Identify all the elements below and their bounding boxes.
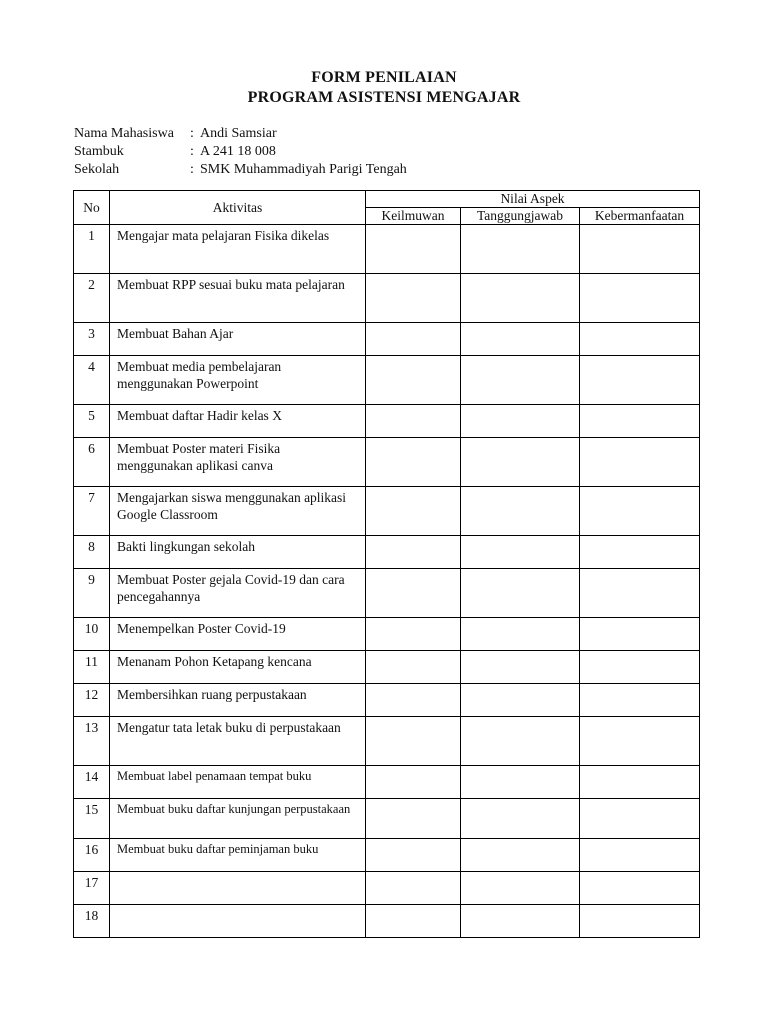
row-number: 8: [74, 536, 110, 569]
table-row: [74, 323, 700, 356]
score-cell-keilmuwan[interactable]: [366, 799, 461, 839]
info-colon: :: [190, 162, 194, 177]
info-value: Andi Samsiar: [200, 126, 277, 141]
score-cell-tanggungjawab[interactable]: [461, 225, 580, 274]
table-row: [74, 766, 700, 799]
row-activity: Membuat label penamaan tempat buku: [110, 766, 366, 799]
row-activity: Membuat buku daftar kunjungan perpustakaan: [110, 799, 366, 839]
score-cell-keilmuwan[interactable]: [366, 323, 461, 356]
row-number: 7: [74, 487, 110, 536]
info-label: Nama Mahasiswa: [74, 126, 174, 141]
score-cell-keilmuwan[interactable]: [366, 405, 461, 438]
score-cell-tanggungjawab[interactable]: [461, 651, 580, 684]
title-line-1: FORM PENILAIAN: [311, 69, 457, 86]
score-cell-keilmuwan[interactable]: [366, 766, 461, 799]
info-colon: :: [190, 126, 194, 141]
table-row: [74, 274, 700, 323]
row-activity: [110, 905, 366, 938]
table-row: [74, 684, 700, 717]
score-cell-tanggungjawab[interactable]: [461, 536, 580, 569]
row-number: 18: [74, 905, 110, 938]
info-value: A 241 18 008: [200, 144, 276, 159]
table-row: [74, 569, 700, 618]
score-cell-kebermanfaatan[interactable]: [580, 766, 700, 799]
score-cell-tanggungjawab[interactable]: [461, 356, 580, 405]
info-row-name: [74, 125, 407, 143]
table-row: [74, 487, 700, 536]
table-row: [74, 651, 700, 684]
score-cell-keilmuwan[interactable]: [366, 356, 461, 405]
row-activity: Membuat RPP sesuai buku mata pelajaran: [110, 274, 366, 323]
row-number: 13: [74, 717, 110, 766]
score-cell-keilmuwan[interactable]: [366, 872, 461, 905]
score-cell-keilmuwan[interactable]: [366, 839, 461, 872]
header-keilmuwan: Keilmuwan: [366, 208, 461, 225]
row-activity: Membuat daftar Hadir kelas X: [110, 405, 366, 438]
score-cell-kebermanfaatan[interactable]: [580, 618, 700, 651]
header-no: No: [74, 191, 110, 225]
row-activity: Mengatur tata letak buku di perpustakaan: [110, 717, 366, 766]
score-cell-kebermanfaatan[interactable]: [580, 839, 700, 872]
table-row: [74, 356, 700, 405]
score-cell-kebermanfaatan[interactable]: [580, 905, 700, 938]
score-cell-keilmuwan[interactable]: [366, 274, 461, 323]
row-activity: [110, 872, 366, 905]
score-cell-keilmuwan[interactable]: [366, 225, 461, 274]
info-row-stambuk: [74, 143, 407, 161]
row-activity: Membuat Poster materi Fisika menggunakan aplikasi canva: [110, 438, 366, 487]
table-row: [74, 438, 700, 487]
score-cell-tanggungjawab[interactable]: [461, 487, 580, 536]
row-activity: Membuat media pembelajaran menggunakan Powerpoint: [110, 356, 366, 405]
table-row: [74, 618, 700, 651]
row-number: 1: [74, 225, 110, 274]
score-cell-tanggungjawab[interactable]: [461, 872, 580, 905]
table-row: [74, 872, 700, 905]
table-row: [74, 717, 700, 766]
score-cell-keilmuwan[interactable]: [366, 569, 461, 618]
score-cell-kebermanfaatan[interactable]: [580, 569, 700, 618]
score-cell-keilmuwan[interactable]: [366, 684, 461, 717]
title-line-2: PROGRAM ASISTENSI MENGAJAR: [247, 89, 521, 106]
score-cell-tanggungjawab[interactable]: [461, 839, 580, 872]
score-cell-keilmuwan[interactable]: [366, 618, 461, 651]
score-cell-tanggungjawab[interactable]: [461, 618, 580, 651]
score-cell-kebermanfaatan[interactable]: [580, 799, 700, 839]
score-cell-kebermanfaatan[interactable]: [580, 872, 700, 905]
score-cell-keilmuwan[interactable]: [366, 651, 461, 684]
row-number: 11: [74, 651, 110, 684]
table-row: [74, 405, 700, 438]
header-row-1: [74, 191, 700, 208]
score-cell-keilmuwan[interactable]: [366, 536, 461, 569]
row-activity: Bakti lingkungan sekolah: [110, 536, 366, 569]
row-activity: Menempelkan Poster Covid-19: [110, 618, 366, 651]
info-label: Sekolah: [74, 162, 120, 177]
row-number: 17: [74, 872, 110, 905]
score-cell-tanggungjawab[interactable]: [461, 405, 580, 438]
row-activity: Menanam Pohon Ketapang kencana: [110, 651, 366, 684]
score-cell-kebermanfaatan[interactable]: [580, 356, 700, 405]
row-number: 14: [74, 766, 110, 799]
score-cell-tanggungjawab[interactable]: [461, 569, 580, 618]
table-row: [74, 799, 700, 839]
score-cell-tanggungjawab[interactable]: [461, 274, 580, 323]
row-number: 6: [74, 438, 110, 487]
row-activity: Membuat buku daftar peminjaman buku: [110, 839, 366, 872]
score-cell-tanggungjawab[interactable]: [461, 684, 580, 717]
score-cell-keilmuwan[interactable]: [366, 438, 461, 487]
table-row: [74, 225, 700, 274]
info-colon: :: [190, 144, 194, 159]
score-cell-kebermanfaatan[interactable]: [580, 323, 700, 356]
score-cell-kebermanfaatan[interactable]: [580, 405, 700, 438]
score-cell-tanggungjawab[interactable]: [461, 323, 580, 356]
score-cell-kebermanfaatan[interactable]: [580, 274, 700, 323]
row-activity: Mengajarkan siswa menggunakan aplikasi Google Classroom: [110, 487, 366, 536]
header-aspect-group: Nilai Aspek: [366, 191, 700, 208]
score-cell-tanggungjawab[interactable]: [461, 766, 580, 799]
score-cell-keilmuwan[interactable]: [366, 487, 461, 536]
row-activity: Membuat Bahan Ajar: [110, 323, 366, 356]
info-label: Stambuk: [74, 144, 124, 159]
score-cell-kebermanfaatan[interactable]: [580, 487, 700, 536]
row-activity: Membersihkan ruang perpustakaan: [110, 684, 366, 717]
student-info: [74, 125, 407, 179]
score-cell-tanggungjawab[interactable]: [461, 799, 580, 839]
score-cell-kebermanfaatan[interactable]: [580, 536, 700, 569]
header-activity: Aktivitas: [110, 191, 366, 225]
row-number: 4: [74, 356, 110, 405]
row-activity: Membuat Poster gejala Covid-19 dan cara pencegahannya: [110, 569, 366, 618]
row-number: 2: [74, 274, 110, 323]
row-number: 12: [74, 684, 110, 717]
score-cell-keilmuwan[interactable]: [366, 717, 461, 766]
table-row: [74, 536, 700, 569]
score-cell-kebermanfaatan[interactable]: [580, 225, 700, 274]
row-number: 3: [74, 323, 110, 356]
score-cell-tanggungjawab[interactable]: [461, 717, 580, 766]
score-cell-kebermanfaatan[interactable]: [580, 438, 700, 487]
row-number: 16: [74, 839, 110, 872]
info-value: SMK Muhammadiyah Parigi Tengah: [200, 162, 407, 177]
score-cell-kebermanfaatan[interactable]: [580, 684, 700, 717]
table-row: [74, 905, 700, 938]
score-cell-tanggungjawab[interactable]: [461, 438, 580, 487]
score-cell-kebermanfaatan[interactable]: [580, 651, 700, 684]
score-cell-tanggungjawab[interactable]: [461, 905, 580, 938]
table-row: [74, 839, 700, 872]
header-tanggungjawab: Tanggungjawab: [461, 208, 580, 225]
assessment-table: [73, 190, 700, 938]
row-activity: Mengajar mata pelajaran Fisika dikelas: [110, 225, 366, 274]
score-cell-keilmuwan[interactable]: [366, 905, 461, 938]
row-number: 15: [74, 799, 110, 839]
row-number: 5: [74, 405, 110, 438]
row-number: 9: [74, 569, 110, 618]
header-kebermanfaatan: Kebermanfaatan: [580, 208, 700, 225]
info-row-school: [74, 161, 407, 179]
score-cell-kebermanfaatan[interactable]: [580, 717, 700, 766]
row-number: 10: [74, 618, 110, 651]
